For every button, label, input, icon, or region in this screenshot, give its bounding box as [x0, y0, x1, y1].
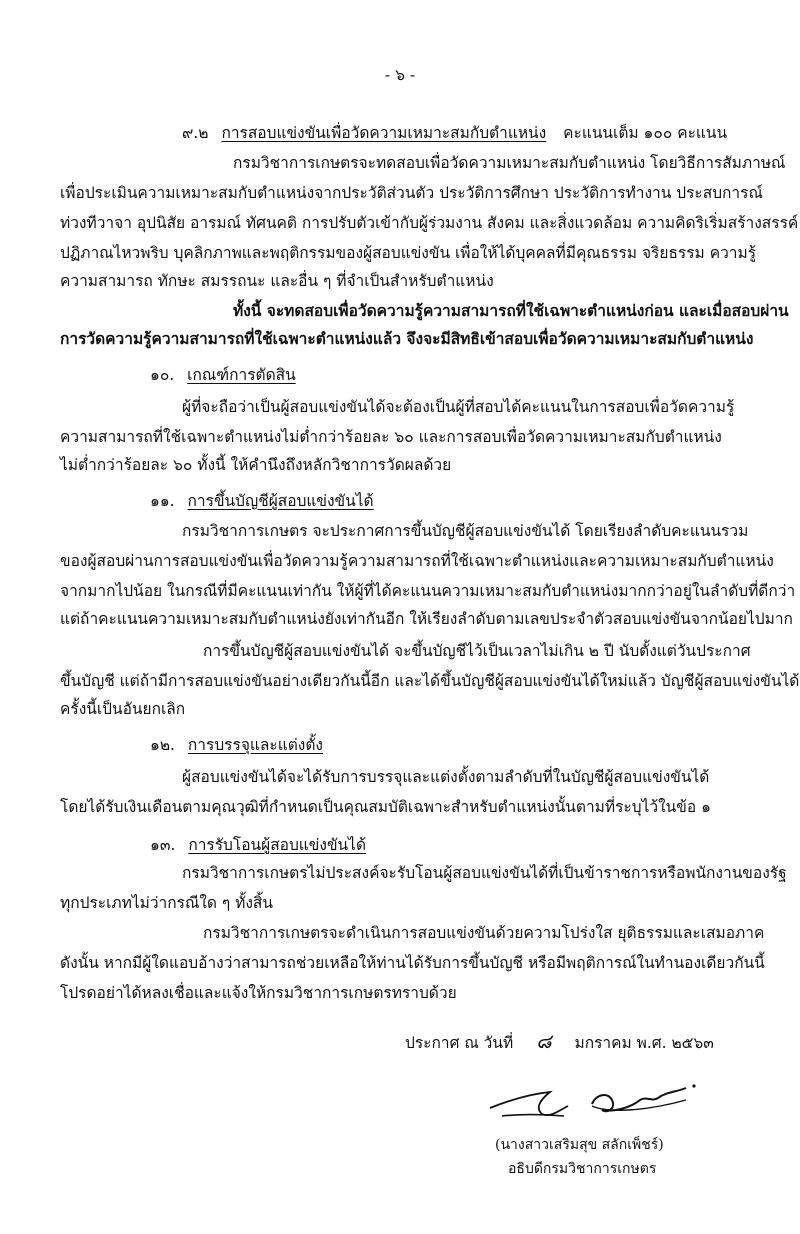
bold-paragraph-line: ทั้งนี้ จะทดสอบเพื่อวัดความรู้ความสามารถที่ใช้เฉพาะตำแหน่งก่อน และเมื่อสอบผ่าน — [233, 301, 789, 320]
section-number: ๑๑. — [150, 492, 175, 510]
section-heading: การขึ้นบัญชีผู้สอบแข่งขันได้ — [187, 492, 374, 510]
paragraph-line: โดยได้รับเงินเดือนตามคุณวุฒิที่กำหนดเป็นคุณสมบัติเฉพาะสำหรับตำแหน่งนั้นตามที่ระบุไว้ในข้อ ๑ — [60, 798, 711, 816]
paragraph-line: การขึ้นบัญชีผู้สอบแข่งขันได้ จะขึ้นบัญชีไว้เป็นเวลาไม่เกิน ๒ ปี นับตั้งแต่วันประกาศ — [203, 642, 751, 660]
announcement-month-year: มกราคม พ.ศ. ๒๕๖๓ — [574, 1034, 714, 1052]
section-9-2-header — [182, 122, 727, 144]
section-13-header — [150, 834, 366, 856]
section-10-header — [150, 364, 296, 386]
paragraph-line: เพื่อประเมินความเหมาะสมกับตำแหน่งจากประวัติส่วนตัว ประวัติการศึกษา ประวัติการทำงาน ประสบการณ์ — [60, 184, 763, 202]
bold-paragraph-line: การวัดความรู้ความสามารถที่ใช้เฉพาะตำแหน่งแล้ว จึงจะมีสิทธิเข้าสอบเพื่อวัดความเหมาะสมกับตำแหน่ง — [60, 329, 754, 348]
paragraph-line: กรมวิชาการเกษตรจะดำเนินการสอบแข่งขันด้วยความโปร่งใส ยุติธรรมและเสมอภาค — [203, 924, 765, 942]
signer-name: (นางสาวเสริมสุข สลักเพ็ชร์) — [495, 1137, 664, 1153]
section-11-header — [150, 490, 374, 512]
paragraph-line: ขึ้นบัญชี แต่ถ้ามีการสอบแข่งขันอย่างเดียวกันนี้อีก และได้ขึ้นบัญชีผู้สอบแข่งขันได้ใหม่แล้ว บัญชีผู้สอบแข่งขันได้ — [60, 672, 800, 690]
paragraph-line: ทุกประเภทไม่ว่ากรณีใด ๆ ทั้งสิ้น — [60, 894, 273, 912]
paragraph-line: กรมวิชาการเกษตรไม่ประสงค์จะรับโอนผู้สอบแข่งขันได้ที่เป็นข้าราชการหรือพนักงานของรัฐ — [182, 864, 787, 882]
paragraph-line: กรมวิชาการเกษตรจะทดสอบเพื่อวัดความเหมาะสมกับตำแหน่ง โดยวิธีการสัมภาษณ์ — [233, 154, 786, 172]
section-number: ๑๓. — [150, 836, 176, 854]
section-heading: เกณฑ์การตัดสิน — [187, 366, 296, 384]
signer-title: อธิบดีกรมวิชาการเกษตร — [508, 1161, 657, 1177]
section-number: ๑๒. — [150, 736, 175, 754]
paragraph-line: จากมากไปน้อย ในกรณีที่มีคะแนนเท่ากัน ให้ผู้ที่ได้คะแนนความเหมาะสมกับตำแหน่งมากกว่าอยู่ในลำดับที่ดีกว่า — [60, 582, 796, 600]
paragraph-line: ดังนั้น หากมีผู้ใดแอบอ้างว่าสามารถช่วยเหลือให้ท่านได้รับการขึ้นบัญชี หรือมีพฤติการณ์ในทำนองเดียวกันนี้ — [60, 954, 765, 972]
section-heading: การบรรจุและแต่งตั้ง — [187, 736, 323, 754]
paragraph-line: ไม่ต่ำกว่าร้อยละ ๖๐ ทั้งนี้ ให้คำนึงถึงหลักวิชาการวัดผลด้วย — [60, 456, 452, 474]
paragraph-line: ความสามารถ ทักษะ สมรรถนะ และอื่น ๆ ที่จำเป็นสำหรับตำแหน่ง — [60, 272, 494, 290]
announcement-prefix: ประกาศ ณ วันที่ — [405, 1034, 514, 1052]
paragraph-line: ผู้ที่จะถือว่าเป็นผู้สอบแข่งขันได้จะต้องเป็นผู้ที่สอบได้คะแนนในการสอบเพื่อวัดความรู้ — [182, 398, 735, 416]
paragraph-line: ผู้สอบแข่งขันได้จะได้รับการบรรจุและแต่งตั้งตามลำดับที่ในบัญชีผู้สอบแข่งขันได้ — [182, 768, 710, 786]
paragraph-line: ปฏิภาณไหวพริบ บุคลิกภาพและพฤติกรรมของผู้สอบแข่งขัน เพื่อให้ได้บุคคลที่มีคุณธรรม จริยธรรม ความรู้ — [60, 244, 757, 262]
paragraph-line: โปรดอย่าได้หลงเชื่อและแจ้งให้กรมวิชาการเกษตรทราบด้วย — [60, 984, 457, 1002]
page-number: - ๖ - — [384, 66, 416, 84]
full-score: คะแนนเต็ม ๑๐๐ คะแนน — [563, 124, 728, 142]
section-number: ๙.๒ — [182, 124, 209, 142]
section-heading: การสอบแข่งขันเพื่อวัดความเหมาะสมกับตำแหน่ง — [221, 124, 547, 142]
section-number: ๑๐. — [150, 366, 175, 384]
signature-image — [480, 1070, 720, 1130]
paragraph-line: ท่วงทีวาจา อุปนิสัย อารมณ์ ทัศนคติ การปรับตัวเข้ากับผู้ร่วมงาน สังคม และสิ่งแวดล้อม ความคิดริเริ่มสร้างสรรค์ — [60, 214, 799, 232]
announcement-date — [405, 1030, 714, 1054]
section-heading: การรับโอนผู้สอบแข่งขันได้ — [188, 836, 367, 854]
paragraph-line: ครั้งนี้เป็นอันยกเลิก — [60, 700, 186, 718]
announcement-day: ๘ — [536, 1029, 552, 1053]
paragraph-line: ความสามารถที่ใช้เฉพาะตำแหน่งไม่ต่ำกว่าร้อยละ ๖๐ และการสอบเพื่อวัดความเหมาะสมกับตำแหน่ง — [60, 428, 722, 446]
paragraph-line: แต่ถ้าคะแนนความเหมาะสมกับตำแหน่งยังเท่ากันอีก ให้เรียงลำดับตามเลขประจำตัวสอบแข่งขันจากน้อยไปมาก — [60, 610, 793, 628]
paragraph-line: กรมวิชาการเกษตร จะประกาศการขึ้นบัญชีผู้สอบแข่งขันได้ โดยเรียงลำดับคะแนนรวม — [182, 522, 749, 540]
section-12-header — [150, 734, 323, 756]
paragraph-line: ของผู้สอบผ่านการสอบแข่งขันเพื่อวัดความรู้ความสามารถที่ใช้เฉพาะตำแหน่งและความเหมาะสมกับตำแหน่ง — [60, 552, 774, 570]
